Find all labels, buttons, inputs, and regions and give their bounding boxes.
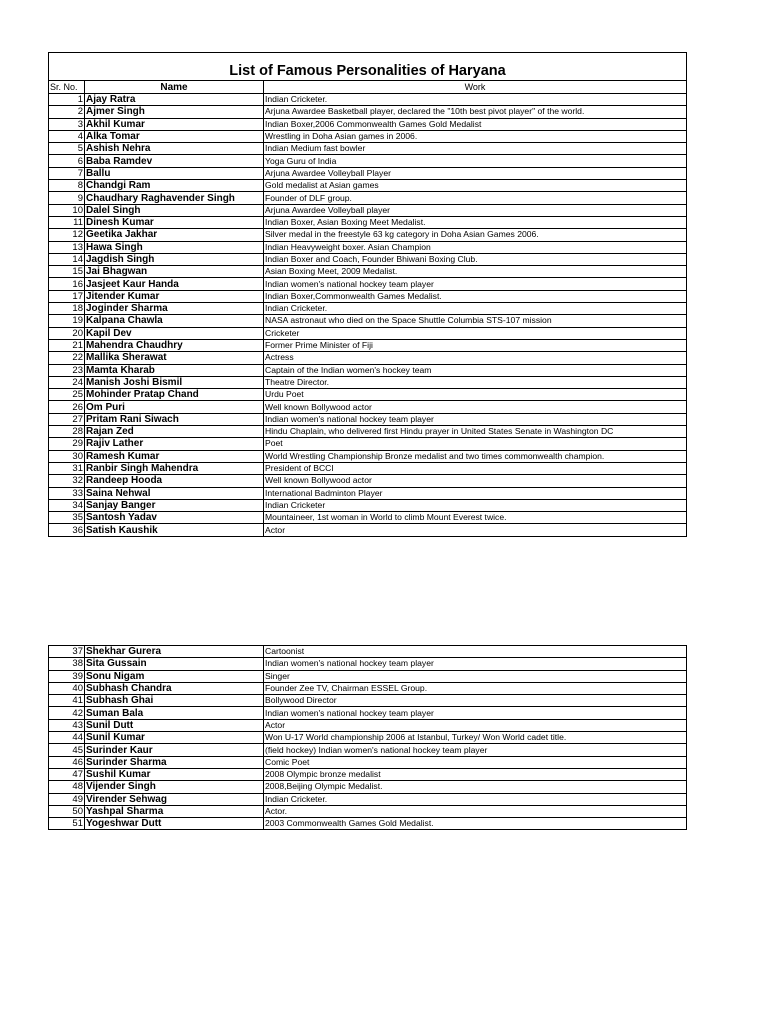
table-row bbox=[49, 682, 687, 694]
table-row bbox=[49, 180, 687, 192]
work-cell: Well known Bollywood actor bbox=[264, 475, 687, 487]
sr-no-cell: 19 bbox=[49, 315, 85, 327]
name-cell: Sunil Dutt bbox=[85, 719, 264, 731]
name-cell: Sonu Nigam bbox=[85, 670, 264, 682]
title-row bbox=[49, 53, 687, 81]
name-cell: Chaudhary Raghavender Singh bbox=[85, 192, 264, 204]
work-cell: Arjuna Awardee Basketball player, declared the "10th best pivot player" of the world. bbox=[264, 106, 687, 118]
work-cell: Hindu Chaplain, who delivered first Hindu prayer in United States Senate in Washington DC bbox=[264, 426, 687, 438]
work-cell: Arjuna Awardee Volleyball player bbox=[264, 204, 687, 216]
sr-no-cell: 39 bbox=[49, 670, 85, 682]
name-cell: Yogeshwar Dutt bbox=[85, 818, 264, 830]
work-cell: Indian women's national hockey team player bbox=[264, 658, 687, 670]
table-row bbox=[49, 450, 687, 462]
work-cell: Indian Heavyweight boxer. Asian Champion bbox=[264, 241, 687, 253]
sr-no-cell: 24 bbox=[49, 376, 85, 388]
work-cell: Comic Poet bbox=[264, 756, 687, 768]
sr-no-cell: 49 bbox=[49, 793, 85, 805]
name-cell: Jagdish Singh bbox=[85, 253, 264, 265]
name-cell: Alka Tomar bbox=[85, 130, 264, 142]
sr-no-cell: 3 bbox=[49, 118, 85, 130]
sr-no-cell: 34 bbox=[49, 499, 85, 511]
table-row bbox=[49, 462, 687, 474]
work-cell: Silver medal in the freestyle 63 kg category in Doha Asian Games 2006. bbox=[264, 229, 687, 241]
sr-no-cell: 22 bbox=[49, 352, 85, 364]
sr-no-cell: 5 bbox=[49, 143, 85, 155]
table-row bbox=[49, 413, 687, 425]
sr-no-cell: 17 bbox=[49, 290, 85, 302]
work-cell: Cartoonist bbox=[264, 646, 687, 658]
table-row bbox=[49, 204, 687, 216]
sr-no-cell: 48 bbox=[49, 781, 85, 793]
name-cell: Kapil Dev bbox=[85, 327, 264, 339]
sr-no-cell: 33 bbox=[49, 487, 85, 499]
name-cell: Hawa Singh bbox=[85, 241, 264, 253]
name-cell: Rajan Zed bbox=[85, 426, 264, 438]
name-cell: Om Puri bbox=[85, 401, 264, 413]
table-row bbox=[49, 756, 687, 768]
name-cell: Ranbir Singh Mahendra bbox=[85, 462, 264, 474]
table-row bbox=[49, 192, 687, 204]
table-row bbox=[49, 290, 687, 302]
name-cell: Baba Ramdev bbox=[85, 155, 264, 167]
table-row bbox=[49, 719, 687, 731]
table-row bbox=[49, 438, 687, 450]
name-cell: Surinder Kaur bbox=[85, 744, 264, 756]
table-row bbox=[49, 805, 687, 817]
name-cell: Vijender Singh bbox=[85, 781, 264, 793]
table-row bbox=[49, 364, 687, 376]
sr-no-cell: 18 bbox=[49, 303, 85, 315]
work-cell: Indian Boxer and Coach, Founder Bhiwani Boxing Club. bbox=[264, 253, 687, 265]
sr-no-cell: 26 bbox=[49, 401, 85, 413]
table-row bbox=[49, 524, 687, 536]
table-row bbox=[49, 487, 687, 499]
work-cell: NASA astronaut who died on the Space Shuttle Columbia STS-107 mission bbox=[264, 315, 687, 327]
work-cell: Arjuna Awardee Volleyball Player bbox=[264, 167, 687, 179]
sr-no-cell: 38 bbox=[49, 658, 85, 670]
table-body-part1 bbox=[49, 53, 687, 537]
name-cell: Jasjeet Kaur Handa bbox=[85, 278, 264, 290]
sr-no-cell: 4 bbox=[49, 130, 85, 142]
sr-no-cell: 40 bbox=[49, 682, 85, 694]
sr-no-cell: 42 bbox=[49, 707, 85, 719]
sr-no-cell: 11 bbox=[49, 216, 85, 228]
table-row bbox=[49, 241, 687, 253]
work-cell: Indian women's national hockey team player bbox=[264, 413, 687, 425]
table-row bbox=[49, 768, 687, 780]
table-row bbox=[49, 658, 687, 670]
sr-no-cell: 21 bbox=[49, 339, 85, 351]
work-cell: Actress bbox=[264, 352, 687, 364]
work-cell: Indian Medium fast bowler bbox=[264, 143, 687, 155]
name-cell: Ajmer Singh bbox=[85, 106, 264, 118]
table-row bbox=[49, 499, 687, 511]
sr-no-cell: 30 bbox=[49, 450, 85, 462]
table-row bbox=[49, 303, 687, 315]
name-cell: Sanjay Banger bbox=[85, 499, 264, 511]
name-cell: Randeep Hooda bbox=[85, 475, 264, 487]
work-cell: Captain of the Indian women's hockey team bbox=[264, 364, 687, 376]
work-cell: Actor bbox=[264, 719, 687, 731]
name-cell: Satish Kaushik bbox=[85, 524, 264, 536]
work-cell: Poet bbox=[264, 438, 687, 450]
name-cell: Manish Joshi Bismil bbox=[85, 376, 264, 388]
work-cell: 2008,Beijing Olympic Medalist. bbox=[264, 781, 687, 793]
sr-no-cell: 14 bbox=[49, 253, 85, 265]
table-row bbox=[49, 695, 687, 707]
name-cell: Shekhar Gurera bbox=[85, 646, 264, 658]
table-row bbox=[49, 278, 687, 290]
work-cell: Indian Boxer,Commonwealth Games Medalist. bbox=[264, 290, 687, 302]
table-row bbox=[49, 106, 687, 118]
name-cell: Subhash Ghai bbox=[85, 695, 264, 707]
work-cell: Wrestling in Doha Asian games in 2006. bbox=[264, 130, 687, 142]
sr-no-cell: 32 bbox=[49, 475, 85, 487]
name-cell: Sunil Kumar bbox=[85, 732, 264, 744]
sr-no-cell: 35 bbox=[49, 512, 85, 524]
sr-no-cell: 28 bbox=[49, 426, 85, 438]
name-cell: Ballu bbox=[85, 167, 264, 179]
personalities-table-part2 bbox=[48, 645, 687, 830]
sr-no-cell: 7 bbox=[49, 167, 85, 179]
sr-no-cell: 1 bbox=[49, 94, 85, 106]
work-cell: World Wrestling Championship Bronze medalist and two times commonwealth champion. bbox=[264, 450, 687, 462]
name-cell: Mahendra Chaudhry bbox=[85, 339, 264, 351]
work-cell: Mountaineer, 1st woman in World to climb Mount Everest twice. bbox=[264, 512, 687, 524]
table-row bbox=[49, 389, 687, 401]
name-cell: Mallika Sherawat bbox=[85, 352, 264, 364]
name-cell: Chandgi Ram bbox=[85, 180, 264, 192]
header-name: Name bbox=[85, 81, 264, 94]
sr-no-cell: 25 bbox=[49, 389, 85, 401]
name-cell: Sushil Kumar bbox=[85, 768, 264, 780]
work-cell: Indian women's national hockey team player bbox=[264, 707, 687, 719]
name-cell: Jitender Kumar bbox=[85, 290, 264, 302]
header-sr-no: Sr. No. bbox=[49, 81, 85, 94]
sr-no-cell: 8 bbox=[49, 180, 85, 192]
name-cell: Ramesh Kumar bbox=[85, 450, 264, 462]
work-cell: President of BCCI bbox=[264, 462, 687, 474]
sr-no-cell: 50 bbox=[49, 805, 85, 817]
table-row bbox=[49, 339, 687, 351]
work-cell: Singer bbox=[264, 670, 687, 682]
table-row bbox=[49, 793, 687, 805]
sr-no-cell: 15 bbox=[49, 266, 85, 278]
name-cell: Santosh Yadav bbox=[85, 512, 264, 524]
work-cell: Yoga Guru of India bbox=[264, 155, 687, 167]
work-cell: Indian Cricketer. bbox=[264, 303, 687, 315]
work-cell: Founder of DLF group. bbox=[264, 192, 687, 204]
sr-no-cell: 43 bbox=[49, 719, 85, 731]
work-cell: Gold medalist at Asian games bbox=[264, 180, 687, 192]
name-cell: Mamta Kharab bbox=[85, 364, 264, 376]
sr-no-cell: 46 bbox=[49, 756, 85, 768]
table-row bbox=[49, 781, 687, 793]
table-row bbox=[49, 253, 687, 265]
table-row bbox=[49, 670, 687, 682]
sr-no-cell: 37 bbox=[49, 646, 85, 658]
table-row bbox=[49, 167, 687, 179]
table-row bbox=[49, 744, 687, 756]
table-row bbox=[49, 143, 687, 155]
header-row bbox=[49, 81, 687, 94]
table-row bbox=[49, 512, 687, 524]
table-row bbox=[49, 646, 687, 658]
work-cell: Indian Cricketer. bbox=[264, 94, 687, 106]
name-cell: Subhash Chandra bbox=[85, 682, 264, 694]
work-cell: Indian women's national hockey team player bbox=[264, 278, 687, 290]
work-cell: (field hockey) Indian women's national hockey team player bbox=[264, 744, 687, 756]
sr-no-cell: 9 bbox=[49, 192, 85, 204]
name-cell: Akhil Kumar bbox=[85, 118, 264, 130]
sheet-title: List of Famous Personalities of Haryana bbox=[49, 53, 687, 81]
table-row bbox=[49, 401, 687, 413]
work-cell: Founder Zee TV, Chairman ESSEL Group. bbox=[264, 682, 687, 694]
sr-no-cell: 41 bbox=[49, 695, 85, 707]
table-row bbox=[49, 707, 687, 719]
work-cell: Theatre Director. bbox=[264, 376, 687, 388]
work-cell: International Badminton Player bbox=[264, 487, 687, 499]
work-cell: Cricketer bbox=[264, 327, 687, 339]
name-cell: Dalel Singh bbox=[85, 204, 264, 216]
table-row bbox=[49, 818, 687, 830]
table-row bbox=[49, 118, 687, 130]
sr-no-cell: 10 bbox=[49, 204, 85, 216]
work-cell: Well known Bollywood actor bbox=[264, 401, 687, 413]
name-cell: Geetika Jakhar bbox=[85, 229, 264, 241]
name-cell: Ashish Nehra bbox=[85, 143, 264, 155]
name-cell: Surinder Sharma bbox=[85, 756, 264, 768]
name-cell: Dinesh Kumar bbox=[85, 216, 264, 228]
work-cell: Won U-17 World championship 2006 at Istanbul, Turkey/ Won World cadet title. bbox=[264, 732, 687, 744]
sr-no-cell: 13 bbox=[49, 241, 85, 253]
table-row bbox=[49, 266, 687, 278]
sr-no-cell: 12 bbox=[49, 229, 85, 241]
sr-no-cell: 2 bbox=[49, 106, 85, 118]
name-cell: Virender Sehwag bbox=[85, 793, 264, 805]
table-row bbox=[49, 130, 687, 142]
sr-no-cell: 45 bbox=[49, 744, 85, 756]
name-cell: Rajiv Lather bbox=[85, 438, 264, 450]
name-cell: Joginder Sharma bbox=[85, 303, 264, 315]
personalities-table-part1 bbox=[48, 52, 687, 537]
header-work: Work bbox=[264, 81, 687, 94]
table-row bbox=[49, 376, 687, 388]
table-row bbox=[49, 475, 687, 487]
table-row bbox=[49, 327, 687, 339]
sr-no-cell: 36 bbox=[49, 524, 85, 536]
table-row bbox=[49, 352, 687, 364]
sr-no-cell: 51 bbox=[49, 818, 85, 830]
work-cell: Indian Boxer,2006 Commonwealth Games Gold Medalist bbox=[264, 118, 687, 130]
table-row bbox=[49, 94, 687, 106]
sr-no-cell: 44 bbox=[49, 732, 85, 744]
work-cell: Bollywood Director bbox=[264, 695, 687, 707]
name-cell: Yashpal Sharma bbox=[85, 805, 264, 817]
name-cell: Sita Gussain bbox=[85, 658, 264, 670]
sr-no-cell: 31 bbox=[49, 462, 85, 474]
sr-no-cell: 27 bbox=[49, 413, 85, 425]
table-row bbox=[49, 155, 687, 167]
work-cell: Indian Boxer, Asian Boxing Meet Medalist. bbox=[264, 216, 687, 228]
name-cell: Saina Nehwal bbox=[85, 487, 264, 499]
name-cell: Kalpana Chawla bbox=[85, 315, 264, 327]
sr-no-cell: 47 bbox=[49, 768, 85, 780]
work-cell: Former Prime Minister of Fiji bbox=[264, 339, 687, 351]
work-cell: 2003 Commonwealth Games Gold Medalist. bbox=[264, 818, 687, 830]
table-body-part2 bbox=[49, 646, 687, 830]
table-row bbox=[49, 315, 687, 327]
table-row bbox=[49, 216, 687, 228]
work-cell: Actor bbox=[264, 524, 687, 536]
name-cell: Suman Bala bbox=[85, 707, 264, 719]
sr-no-cell: 23 bbox=[49, 364, 85, 376]
sr-no-cell: 29 bbox=[49, 438, 85, 450]
work-cell: Asian Boxing Meet, 2009 Medalist. bbox=[264, 266, 687, 278]
name-cell: Pritam Rani Siwach bbox=[85, 413, 264, 425]
work-cell: Indian Cricketer bbox=[264, 499, 687, 511]
table-row bbox=[49, 229, 687, 241]
work-cell: Indian Cricketer. bbox=[264, 793, 687, 805]
work-cell: Urdu Poet bbox=[264, 389, 687, 401]
sr-no-cell: 20 bbox=[49, 327, 85, 339]
name-cell: Mohinder Pratap Chand bbox=[85, 389, 264, 401]
work-cell: 2008 Olympic bronze medalist bbox=[264, 768, 687, 780]
name-cell: Ajay Ratra bbox=[85, 94, 264, 106]
name-cell: Jai Bhagwan bbox=[85, 266, 264, 278]
table-row bbox=[49, 732, 687, 744]
work-cell: Actor. bbox=[264, 805, 687, 817]
table-row bbox=[49, 426, 687, 438]
sr-no-cell: 6 bbox=[49, 155, 85, 167]
sr-no-cell: 16 bbox=[49, 278, 85, 290]
